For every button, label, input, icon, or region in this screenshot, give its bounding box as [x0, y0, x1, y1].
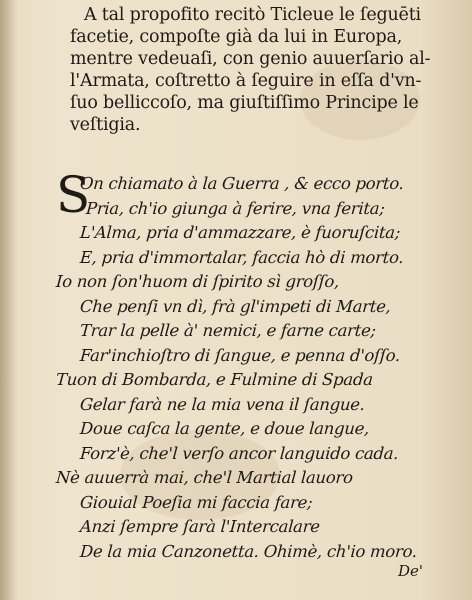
poem-line: Forz'è, che'l verſo ancor languido cada. — [79, 443, 399, 463]
poem-line: Giouial Poeſia mi faccia fare; — [79, 492, 314, 512]
poem-line: Gelar farà ne la mia vena il ſangue. — [79, 394, 366, 414]
prose-paragraph — [70, 4, 465, 136]
prose-line: A tal propofito recitò Ticleue le ſeguēti — [84, 5, 421, 25]
poem-line: Trar la pelle à' nemici, e farne carte; — [79, 321, 377, 340]
prose-line: veſtigia. — [70, 115, 141, 135]
poem-line: Far'inchioſtro di ſangue, e penna d'oſſo. — [79, 345, 401, 365]
catchword: De' — [398, 562, 424, 580]
poem-line: E, pria d'immortalar, faccia hò di morto. — [79, 247, 405, 267]
poem-line: Tuon di Bombarda, e Fulmine di Spada — [55, 370, 374, 389]
poem-line: De la mia Canzonetta. Ohimè, ch'io moro. — [79, 541, 418, 561]
prose-line: ſuo belliccoſo, ma giuſtiſſimo Principe le — [70, 93, 419, 113]
prose-line: l'Armata, coſtretto à ſeguire in eſſa d'vn- — [70, 71, 422, 91]
poem-line: Pria, ch'io giunga à ferire, vna ferita; — [85, 198, 386, 218]
poem — [55, 166, 466, 564]
page-gutter-shadow — [0, 0, 18, 600]
poem-line: Nè auuerrà mai, che'l Martial lauoro — [55, 468, 354, 487]
poem-line: Doue caſca la gente, e doue langue, — [79, 419, 370, 438]
poem-line: Che penſi vn dì, frà gl'impeti di Marte, — [79, 296, 392, 316]
poem-line: Io non ſon'huom di ſpirito sì groſſo, — [55, 272, 340, 291]
prose-line: mentre vedeuaſi, con genio auuerſario al- — [70, 49, 431, 69]
poem-line: On chiamato à la Guerra , & ecco porto. — [79, 174, 405, 193]
poem-line: Anzi ſempre ſarà l'Intercalare — [79, 517, 321, 536]
drop-cap: S — [56, 166, 91, 224]
prose-line: facetie, compoſte già da lui in Europa, — [70, 27, 403, 47]
poem-line: L'Alma, pria d'ammazzare, è fuoruſcita; — [79, 223, 401, 242]
